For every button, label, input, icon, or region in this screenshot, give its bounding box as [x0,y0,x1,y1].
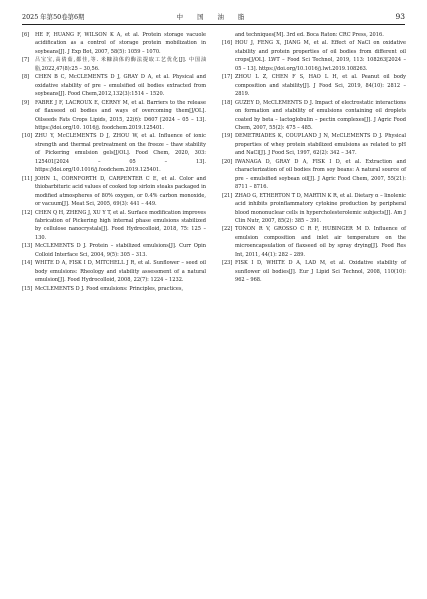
reference-text: ZHOU L Z, CHEN F S, HAO L H, et al. Peanut oil body composition and stability[J]. J Food Sci, 2019, 84(10): 2812 – 2819. [235,74,406,98]
reference-number: [22] [222,226,233,233]
reference-number: [21] [222,192,233,199]
reference-text: CHEN Q H, ZHENG J, XU Y T, et al. Surface modification improves fabrication of Pickering high internal phase emulsions stabilized by cellulose nanocrystals[J]. Food Hydrocolloid, 2018, 75: 125 – 130. [35,209,206,241]
reference-entry [22,31,206,56]
reference-text: HOU J, FENG X, JIANG M, et al. Effect of NaCl on oxidative stability and protein properties of oil bodies from different oil crops[J/OL]. LWT – Food Sci Technol, 2019, 113: 108263[2024 – 05 – 13]. https://doi.org/10.1016/j.lwt.2019.108263. [235,40,406,72]
reference-number: [8] [22,74,30,81]
reference-text: WHITE D A, FISK I D, MITCHELL J R, et al. Sunflower – seed oil body emulsions: Rheology and stability assessment of a natural emulsion[J]. Food Hydrocolloid, 2008, 22(7): 1224 – 1232. [35,260,206,284]
reference-text: ZHAO G, ETHERTON T D, MARTIN K R, et al. Dietary α – linolenic acid inhibits proinflammatory cytokine production by peripheral blood mononuclear cells in hypercholesterolemic subjects[J]. Am J Clin Nutr, 2007, 85(2): 385 – 391. [235,192,407,224]
reference-entry [22,99,206,133]
reference-text: DEMETRIADES K, COUPLAND J N, McCLEMENTS D J. Physical properties of whey protein stabilized emulsions as related to pH and NaCl[J]. J Food Sci, 1997, 62(2): 342 – 347. [235,133,406,157]
reference-entry [22,73,206,98]
reference-entry [222,259,406,284]
reference-entry [222,39,406,73]
journal-issue-info: 2025 年第50卷第6期 [22,13,85,21]
reference-entry [222,73,406,98]
reference-number: [10] [22,133,33,140]
references-left-column [22,31,206,293]
reference-entry [22,175,206,209]
page-header [22,10,405,24]
reference-entry [22,259,206,284]
reference-text: JOHN L, CORNFORTH D, CARPENTER C E, et al. Color and thiobarbituric acid values of cooked top sirloin steaks packaged in modified atmospheres of 80% oxygen, or 0.4% carbon monoxide, or vacuum[J]. Meat Sci, 2005, 69(3): 441 – 449. [35,175,206,208]
reference-number: [13] [22,243,33,250]
reference-number: [6] [22,32,30,38]
reference-text: FISK I D, WHITE D A, LAD M, et al. Oxidative stability of sunflower oil bodies[J]. Eur J Lipid Sci Technol, 2008, 110(10): 962 – 968. [235,260,406,284]
reference-number: [12] [22,209,33,216]
reference-number: [7] [22,57,30,64]
reference-text: TONON R V, GROSSO C R F, HUBINGER M D. Influence of emulsion composition and inlet air temperature on the microencapsulation of flaxseed oil by spray drying[J]. Food Res Int, 2011, 44(1): 282 – 289. [235,226,406,258]
reference-entry [222,225,406,259]
reference-number: [15] [22,285,33,292]
header-rule [22,24,405,25]
reference-text: 吕宝宝,高倩茹,都佳,等. 米糠油体的酶法提取工艺优化[J]. 中国油脂,2022,47(8):25 – 30,56. [35,57,206,72]
reference-text: and techniques[M]. 3rd ed. Boca Raton: CRC Press, 2016. [235,32,384,38]
reference-number: [17] [222,74,233,81]
references-right-column [222,31,406,285]
reference-number: [11] [22,175,33,182]
reference-number: [19] [222,133,233,140]
reference-text: GUZEY D, McCLEMENTS D J. Impact of electrostatic interactions on formation and stability of emulsions containing oil droplets coated by beta – lactoglobulin – pectin complexes[J]. J Agric Food Chem, 2007, 55(2): 475 – 485. [235,99,406,131]
reference-entry [22,56,206,73]
reference-text: McCLEMENTS D J. Protein – stabilized emulsions[J]. Curr Opin Colloid Interface Sci, 2004, 9(5): 305 – 313. [35,243,206,258]
reference-entry [22,285,206,293]
reference-entry [22,132,206,174]
reference-number: [20] [222,158,233,165]
reference-text: McCLEMENTS D J. Food emulsions: Principles, practices, [35,285,184,292]
reference-text: IWANAGA D, GRAY D A, FISK I D, et al. Extraction and characterization of oil bodies from soy beans: A natural source of pre – emulsified soybean oil[J]. J Agric Food Chem, 2007, 55(21): 8711 – 8716. [235,158,406,191]
reference-number: [16] [222,40,233,47]
reference-entry [22,209,206,243]
reference-number: [18] [222,99,233,106]
reference-number: [14] [22,260,33,267]
reference-entry [222,132,406,157]
reference-entry [22,242,206,259]
reference-text: HE F, HUANG F, WILSON K A, et al. Protein storage vacuole acidification as a control of storage protein mobilization in soybeans[J]. J Exp Bot, 2007, 58(5): 1059 – 1070. [35,32,206,55]
reference-text: CHEN B C, McCLEMENTS D J, GRAY D A, et al. Physical and oxidative stability of pre – emulsified oil bodies extracted from soybeans[J]. Food Chem,2012,132(3):1514 – 1520. [35,74,206,98]
reference-text: FABRE J F, LACROUX E, CERNY M, et al. Barriers to the release of flaxseed oil bodies and ways of overcoming them[J/OL]. Oilseeds Fats Crops Lipids, 2015, 22(6): D607 [2024 – 05 – 13]. https://doi.org/10. 1016/j. foodchem.2019.125401. [35,99,206,131]
page-number: 93 [395,12,405,21]
journal-name: 中 国 油 脂 [176,13,251,21]
reference-entry [222,158,406,192]
reference-number: [23] [222,260,233,267]
reference-number: [9] [22,99,30,106]
reference-entry [222,99,406,133]
reference-text: ZHU Y, McCLEMENTS D J, ZHOU W, et al. Influence of ionic strength and thermal pretreatment on the freeze – thaw stability of Pickering emulsion gels[J/OL]. Food Chem, 2020, 303: 125401[2024 – 05 – 13]. https://doi.org/10.1016/j.foodchem.2019.125401. [35,133,206,174]
reference-entry [222,31,406,39]
reference-entry [222,192,406,226]
